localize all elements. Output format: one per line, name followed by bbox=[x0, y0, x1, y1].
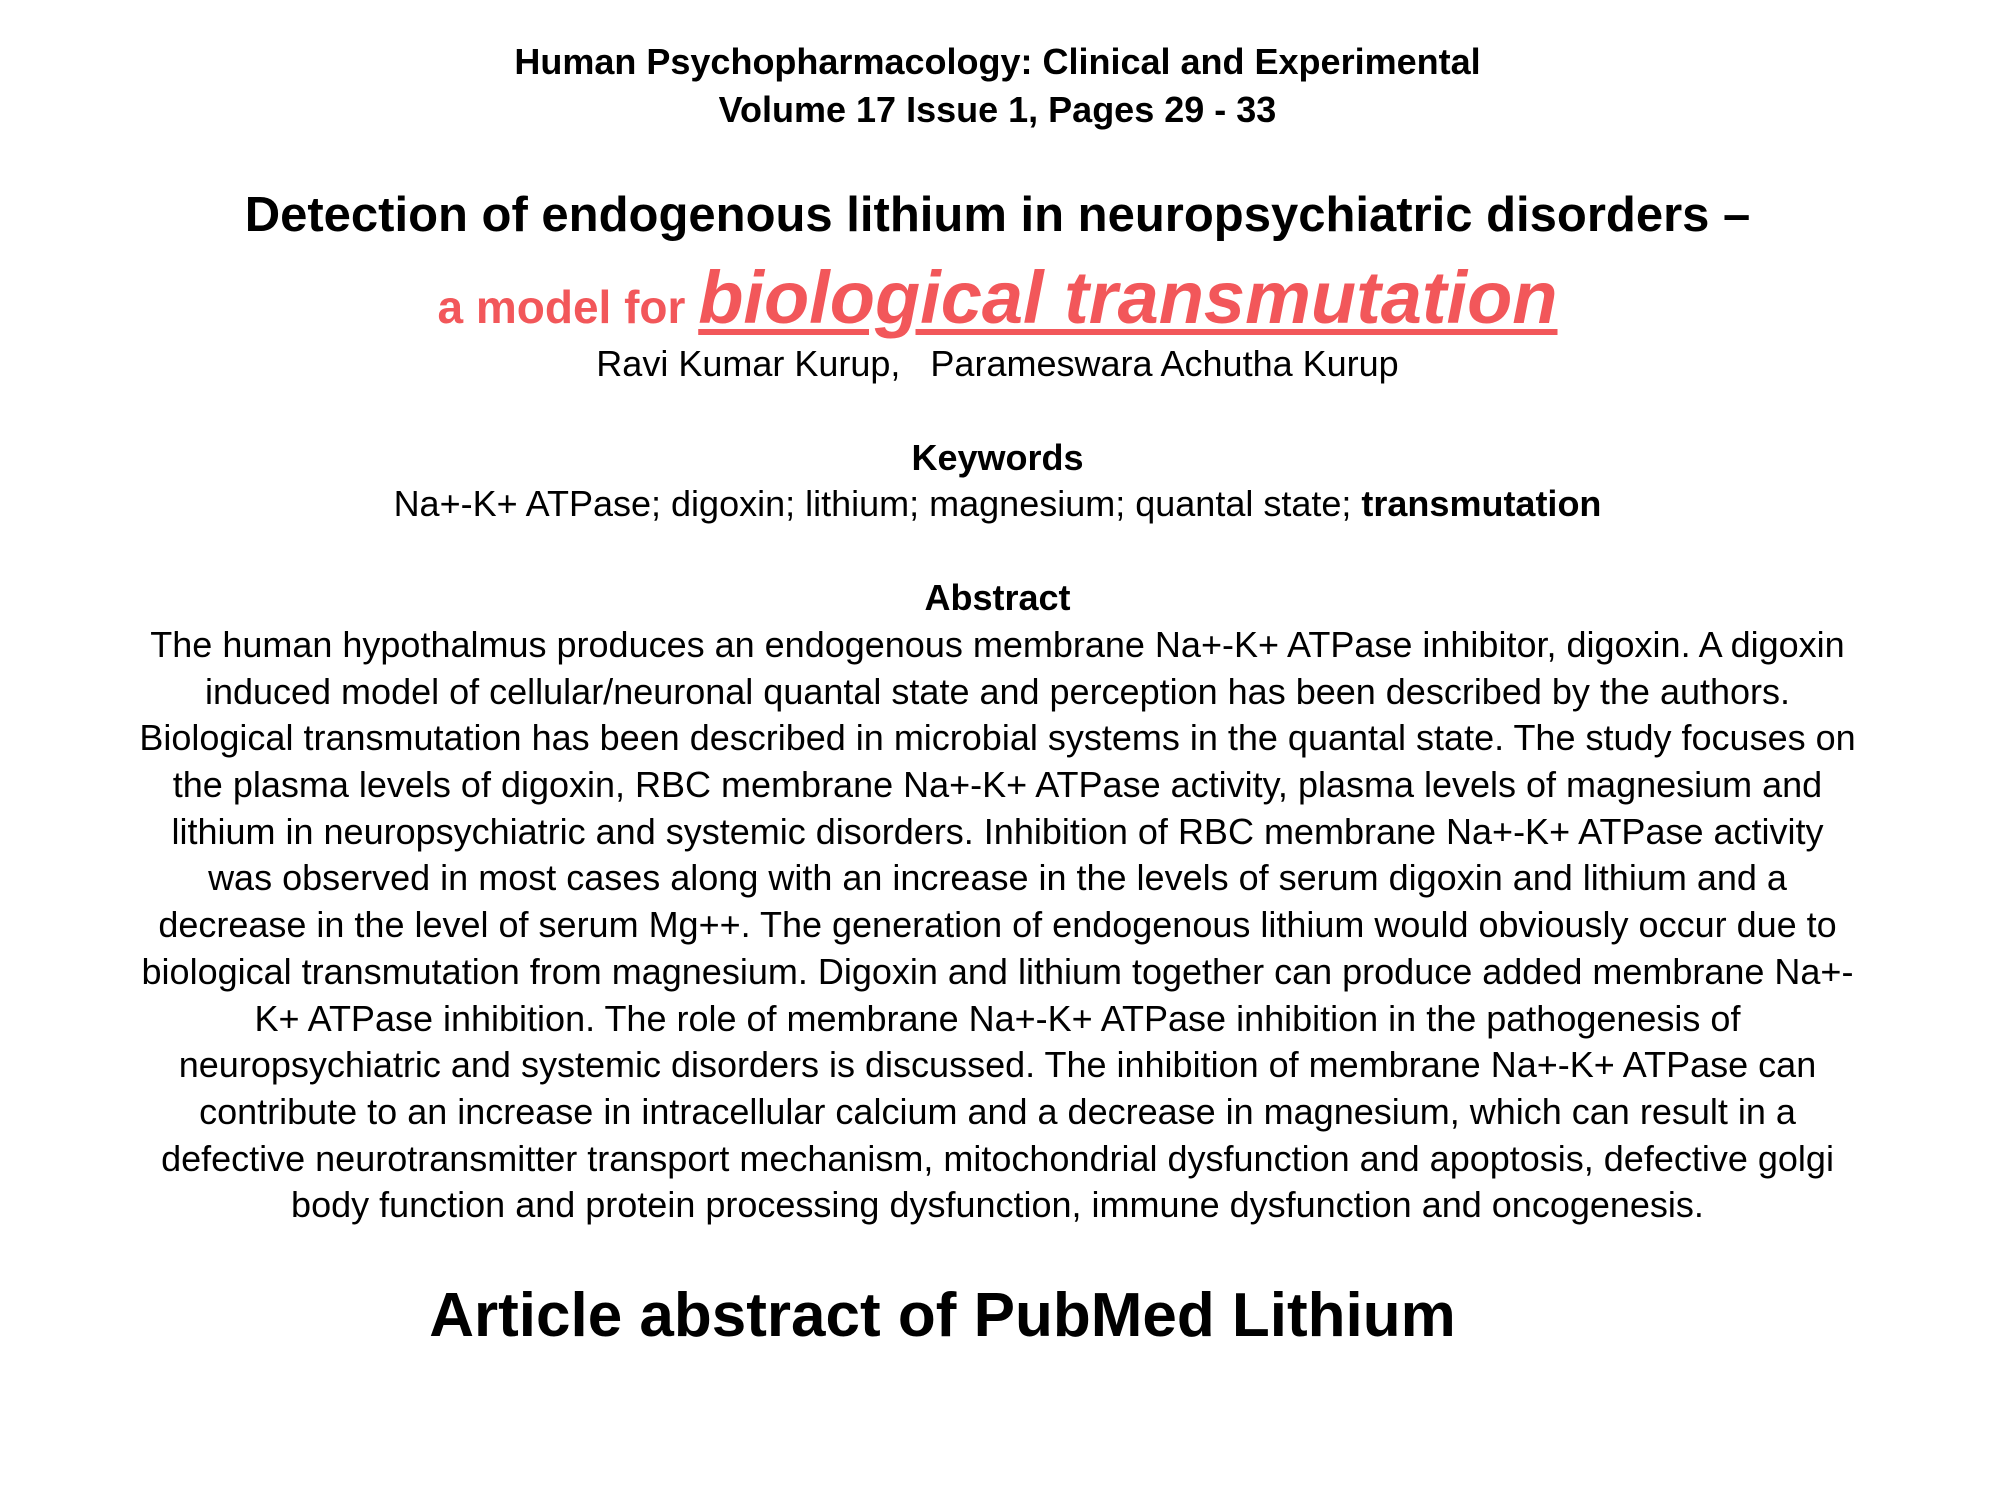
abstract-line: Biological transmutation has been described in microbial systems in the quantal state. The study focuses on bbox=[139, 717, 1856, 759]
abstract-line: The human hypothalmus produces an endogenous membrane Na+-K+ ATPase inhibitor, digoxin. A digoxin bbox=[150, 624, 1845, 665]
journal-name: Human Psychopharmacology: Clinical and Experimental bbox=[514, 41, 1481, 82]
article-title: Detection of endogenous lithium in neuropsychiatric disorders – bbox=[244, 188, 1751, 242]
abstract-line: the plasma levels of digoxin, RBC membrane Na+-K+ ATPase activity, plasma levels of magnesium and bbox=[172, 764, 1823, 806]
abstract-line: neuropsychiatric and systemic disorders is discussed. The inhibition of membrane Na+-K+ ATPase can bbox=[178, 1044, 1817, 1086]
abstract-line: induced model of cellular/neuronal quantal state and perception has been described by the authors. bbox=[204, 670, 1791, 712]
keywords-list bbox=[0, 482, 1995, 526]
keywords-text: Na+-K+ ATPase; digoxin; lithium; magnesium; quantal state; bbox=[393, 483, 1362, 524]
abstract-line: biological transmutation from magnesium. Digoxin and lithium together can produce added membrane Na+- bbox=[141, 950, 1854, 992]
abstract-line: defective neurotransmitter transport mechanism, mitochondrial dysfunction and apoptosis, defective golgi bbox=[161, 1137, 1834, 1179]
abstract-line: body function and protein processing dysfunction, immune dysfunction and oncogenesis. bbox=[291, 1184, 1704, 1226]
abstract-line: was observed in most cases along with an increase in the levels of serum digoxin and lithium and a bbox=[208, 857, 1787, 899]
journal-issue: Volume 17 Issue 1, Pages 29 - 33 bbox=[718, 89, 1277, 130]
abstract-line: contribute to an increase in intracellular calcium and a decrease in magnesium, which can result in a bbox=[199, 1090, 1796, 1132]
keywords-heading: Keywords bbox=[911, 437, 1084, 478]
article-authors: Ravi Kumar Kurup, Parameswara Achutha Kurup bbox=[596, 343, 1399, 384]
subtitle-prefix: a model for bbox=[437, 281, 699, 333]
abstract-line: decrease in the level of serum Mg++. The generation of endogenous lithium would obviously occur due to bbox=[158, 904, 1837, 946]
abstract-line: K+ ATPase inhibition. The role of membrane Na+-K+ ATPase inhibition in the pathogenesis of bbox=[254, 997, 1741, 1039]
abstract-heading: Abstract bbox=[924, 577, 1071, 618]
abstract-line: lithium in neuropsychiatric and systemic disorders. Inhibition of RBC membrane Na+-K+ ATPase activity bbox=[171, 810, 1824, 852]
keywords-bold-term: transmutation bbox=[1361, 483, 1602, 524]
subtitle-emphasis: biological transmutation bbox=[698, 256, 1558, 339]
footer-caption: Article abstract of PubMed Lithium bbox=[429, 1281, 1456, 1350]
abstract-body bbox=[50, 622, 1945, 1229]
